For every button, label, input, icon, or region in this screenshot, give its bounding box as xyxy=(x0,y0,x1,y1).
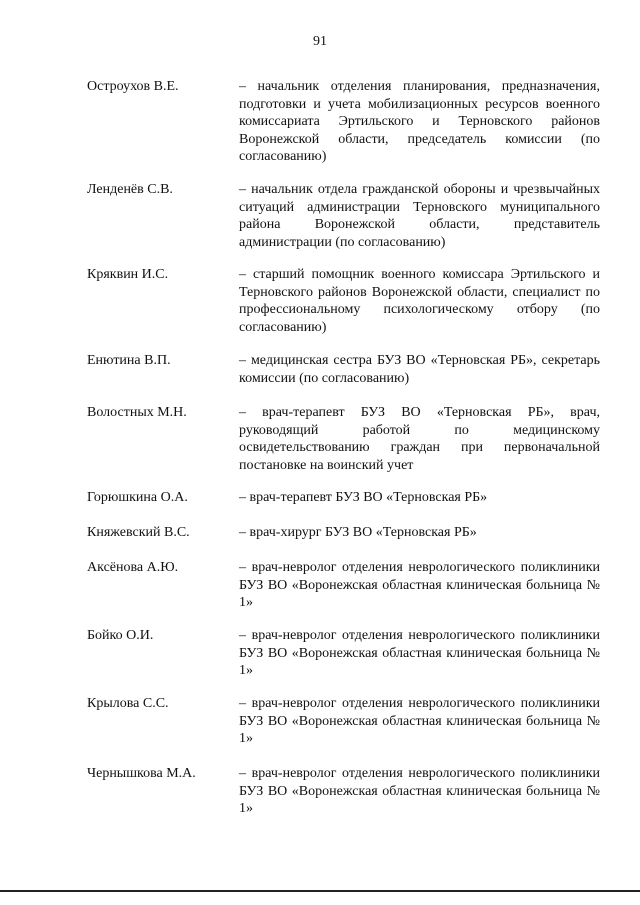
member-name: Кряквин И.С. xyxy=(87,267,169,282)
member-position: – врач-невролог отделения неврологического поликлиники БУЗ ВО «Воронежская областная клиническая больница № 1» xyxy=(239,696,600,746)
member-position: – врач-терапевт БУЗ ВО «Терновская РБ» xyxy=(239,490,488,505)
member-position: – медицинская сестра БУЗ ВО «Терновская РБ», секретарь комиссии (по согласованию) xyxy=(239,353,600,386)
member-position: – начальник отделения планирования, предназначения, подготовки и учета мобилизационных ресурсов военного комиссариата Эртильского и Терновского районов Воронежской области, председатель комиссии (по согласованию) xyxy=(239,79,600,164)
member-position: – врач-невролог отделения неврологического поликлиники БУЗ ВО «Воронежская областная клиническая больница № 1» xyxy=(239,628,600,678)
member-name: Аксёнова А.Ю. xyxy=(87,560,179,575)
member-name: Горюшкина О.А. xyxy=(87,490,188,505)
page-number: 91 xyxy=(313,34,327,49)
member-position: – врач-терапевт БУЗ ВО «Терновская РБ», врач, руководящий работой по медицинскому освидетельствованию граждан при первоначальной постановке на воинский учет xyxy=(239,405,600,473)
member-name: Княжевский В.С. xyxy=(87,525,190,540)
member-name: Ленденёв С.В. xyxy=(87,182,173,197)
member-name: Енютина В.П. xyxy=(87,353,171,368)
member-position: – врач-невролог отделения неврологического поликлиники БУЗ ВО «Воронежская областная клиническая больница № 1» xyxy=(239,766,600,816)
member-position: – врач-невролог отделения неврологического поликлиники БУЗ ВО «Воронежская областная клиническая больница № 1» xyxy=(239,560,600,610)
member-position: – старший помощник военного комиссара Эртильского и Терновского районов Воронежской области, специалист по профессиональному психологическому отбору (по согласованию) xyxy=(239,267,600,335)
member-position: – врач-хирург БУЗ ВО «Терновская РБ» xyxy=(239,525,477,540)
member-name: Чернышкова М.А. xyxy=(87,766,196,781)
member-name: Крылова С.С. xyxy=(87,696,169,711)
page-bottom-edge xyxy=(0,890,640,892)
member-name: Волостных М.Н. xyxy=(87,405,187,420)
member-name: Бойко О.И. xyxy=(87,628,154,643)
member-position: – начальник отдела гражданской обороны и чрезвычайных ситуаций администрации Терновского муниципального района Воронежской области, представитель администрации (по согласованию) xyxy=(239,182,600,250)
member-name: Остроухов В.Е. xyxy=(87,79,179,94)
